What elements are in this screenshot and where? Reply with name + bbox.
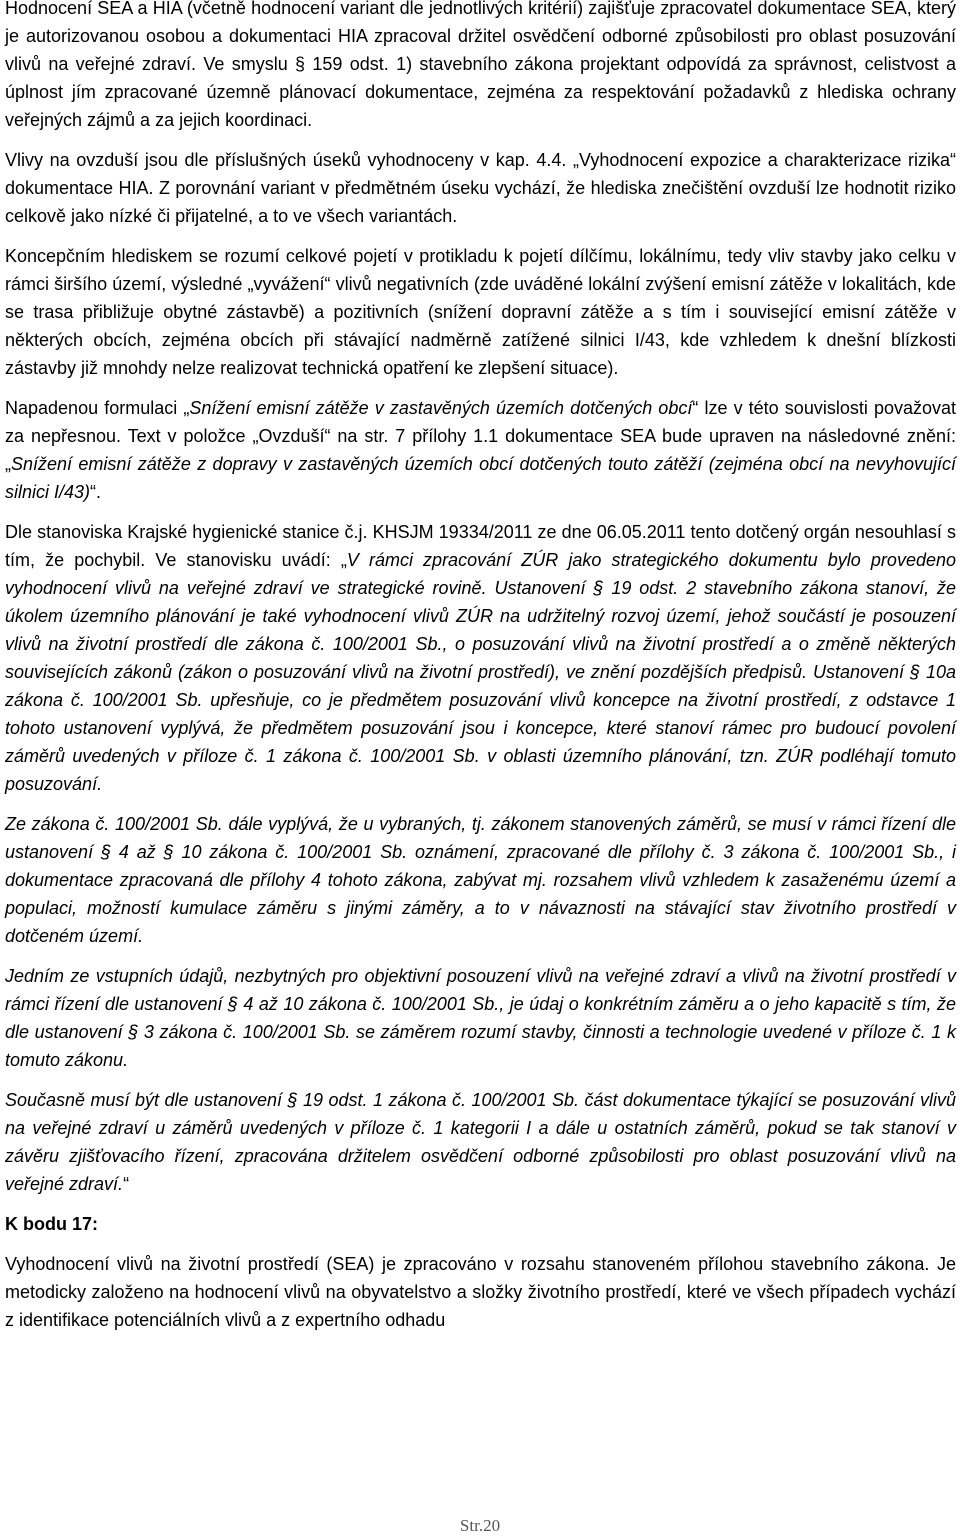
italic-text-segment: Ze zákona č. 100/2001 Sb. dále vyplývá, že u vybraných, tj. zákonem stanovených záměrů, se musí v rámci řízení dle ustanovení § 4 až § 10 zákona č. 100/2001 Sb. oznámení, zpracované dle přílohy č. 3 zákona č. 100/2001 Sb., i dokumentace zpracovaná dle přílohy 4 tohoto zákona, zabývat mj. rozsahem vlivů vzhledem k zasaženému území a populaci, možností kumulace záměru s jinými záměry, a to v návaznosti na stávající stav životního prostředí v dotčeném území. xyxy=(5,814,956,946)
body-paragraph xyxy=(5,1250,956,1334)
text-segment: “ lze v této souvislosti považovat za nepřesnou. Text v položce „Ovzduší“ na str. 7 přílohy 1.1 dokumentace SEA bude upraven na následovné znění: „ xyxy=(5,398,956,474)
italic-text-segment: Jedním ze vstupních údajů, nezbytných pro objektivní posouzení vlivů na veřejné zdraví a vlivů na životní prostředí v rámci řízení dle ustanovení § 4 až 10 zákona č. 100/2001 Sb., je údaj o konkrétním záměru a o jeho kapacitě s tím, že dle ustanovení § 3 zákona č. 100/2001 Sb. se záměrem rozumí stavby, činnosti a technologie uvedené v příloze č. 1 k tomuto zákonu. xyxy=(5,966,956,1070)
body-paragraph xyxy=(5,518,956,798)
text-segment: Koncepčním hlediskem se rozumí celkové pojetí v protikladu k pojetí dílčímu, lokálnímu, tedy vliv stavby jako celku v rámci širšího území, výsledné „vyvážení“ vlivů negativních (zde uváděné lokální zvýšení emisní zátěže v lokalitách, kde se trasa přibližuje obytné zástavbě) a pozitivních (snížení dopravní zátěže a s tím i související emisní zátěže v některých obcích, zejména obcích při stávající nadměrně zatížené silnici I/43, kde vzhledem k dnešní blízkosti zástavby již mnohdy nelze realizovat technická opatření ke zlepšení situace). xyxy=(5,246,956,378)
text-segment: “. xyxy=(90,482,102,502)
text-segment: Dle stanoviska Krajské hygienické stanice č.j. KHSJM 19334/2011 ze dne 06.05.2011 tento dotčený orgán nesouhlasí s tím, že pochybil. Ve stanovisku uvádí: „ xyxy=(5,522,956,570)
italic-text-segment: V rámci zpracování ZÚR jako strategického dokumentu bylo provedeno vyhodnocení vlivů na veřejné zdraví ve strategické rovině. Ustanovení § 19 odst. 2 stavebního zákona stanoví, že úkolem územního plánování je také vyhodnocení vlivů ZÚR na udržitelný rozvoj území, jehož součástí je posouzení vlivů na životní prostředí dle zákona č. 100/2001 Sb., o posuzování vlivů na životní prostředí a o změně některých souvisejících zákonů (zákon o posuzování vlivů na životní prostředí), ve znění pozdějších předpisů. Ustanovení § 10a zákona č. 100/2001 Sb. upřesňuje, co je předmětem posuzování vlivů koncepce na životní prostředí, z odstavce 1 tohoto ustanovení vyplývá, že předmětem posuzování jsou i koncepce, které stanoví rámec pro budoucí povolení záměrů uvedených v příloze č. 1 zákona č. 100/2001 Sb. v oblasti územního plánování, tzn. ZÚR podléhají tomuto posuzování. xyxy=(5,550,956,794)
text-segment: Hodnocení SEA a HIA (včetně hodnocení variant dle jednotlivých kritérií) zajišťuje zpracovatel dokumentace SEA, který je autorizovanou osobou a dokumentaci HIA zpracoval držitel osvědčení odborné způsobilosti pro oblast posuzování vlivů na veřejné zdraví. Ve smyslu § 159 odst. 1) stavebního zákona projektant odpovídá za správnost, celistvost a úplnost jím zpracované územně plánovací dokumentace, zejména za respektování požadavků z hlediska ochrany veřejných zájmů a za jejich koordinaci. xyxy=(5,0,956,130)
body-paragraph xyxy=(5,394,956,506)
body-paragraph xyxy=(5,146,956,230)
text-segment: Vyhodnocení vlivů na životní prostředí (SEA) je zpracováno v rozsahu stanoveném přílohou stavebního zákona. Je metodicky založeno na hodnocení vlivů na obyvatelstvo a složky životního prostředí, které ve všech případech vychází z identifikace potenciálních vlivů a z expertního odhadu xyxy=(5,1254,956,1330)
italic-text-segment: Současně musí být dle ustanovení § 19 odst. 1 zákona č. 100/2001 Sb. část dokumentace týkající se posuzování vlivů na veřejné zdraví u záměrů uvedených v příloze č. 1 kategorii I a dále u ostatních záměrů, pokud se tak stanoví v závěru zjišťovacího řízení, zpracována držitelem osvědčení odborné způsobilosti pro oblast posuzování vlivů na veřejné zdraví. xyxy=(5,1090,956,1194)
body-paragraph xyxy=(5,242,956,382)
text-segment: “ xyxy=(123,1174,130,1194)
section-heading xyxy=(5,1210,956,1238)
page-number: Str.20 xyxy=(459,1516,501,1535)
body-paragraph xyxy=(5,962,956,1074)
italic-text-segment: Snížení emisní zátěže z dopravy v zastavěných územích obcí dotčených touto zátěží (zejména obcí na nevyhovující silnici I/43) xyxy=(5,454,956,502)
italic-text-segment: Snížení emisní zátěže v zastavěných územích dotčených obcí xyxy=(189,398,693,418)
text-segment: Vlivy na ovzduší jsou dle příslušných úseků vyhodnoceny v kap. 4.4. „Vyhodnocení expozice a charakterizace rizika“ dokumentace HIA. Z porovnání variant v předmětném úseku vychází, že hlediska znečištění ovzduší lze hodnotit riziko celkově jako nízké či přijatelné, a to ve všech variantách. xyxy=(5,150,956,226)
document-body xyxy=(5,0,956,1346)
text-segment: Napadenou formulaci „ xyxy=(5,398,190,418)
text-segment: K bodu 17: xyxy=(5,1214,98,1234)
body-paragraph xyxy=(5,0,956,134)
body-paragraph xyxy=(5,1086,956,1198)
body-paragraph xyxy=(5,810,956,950)
